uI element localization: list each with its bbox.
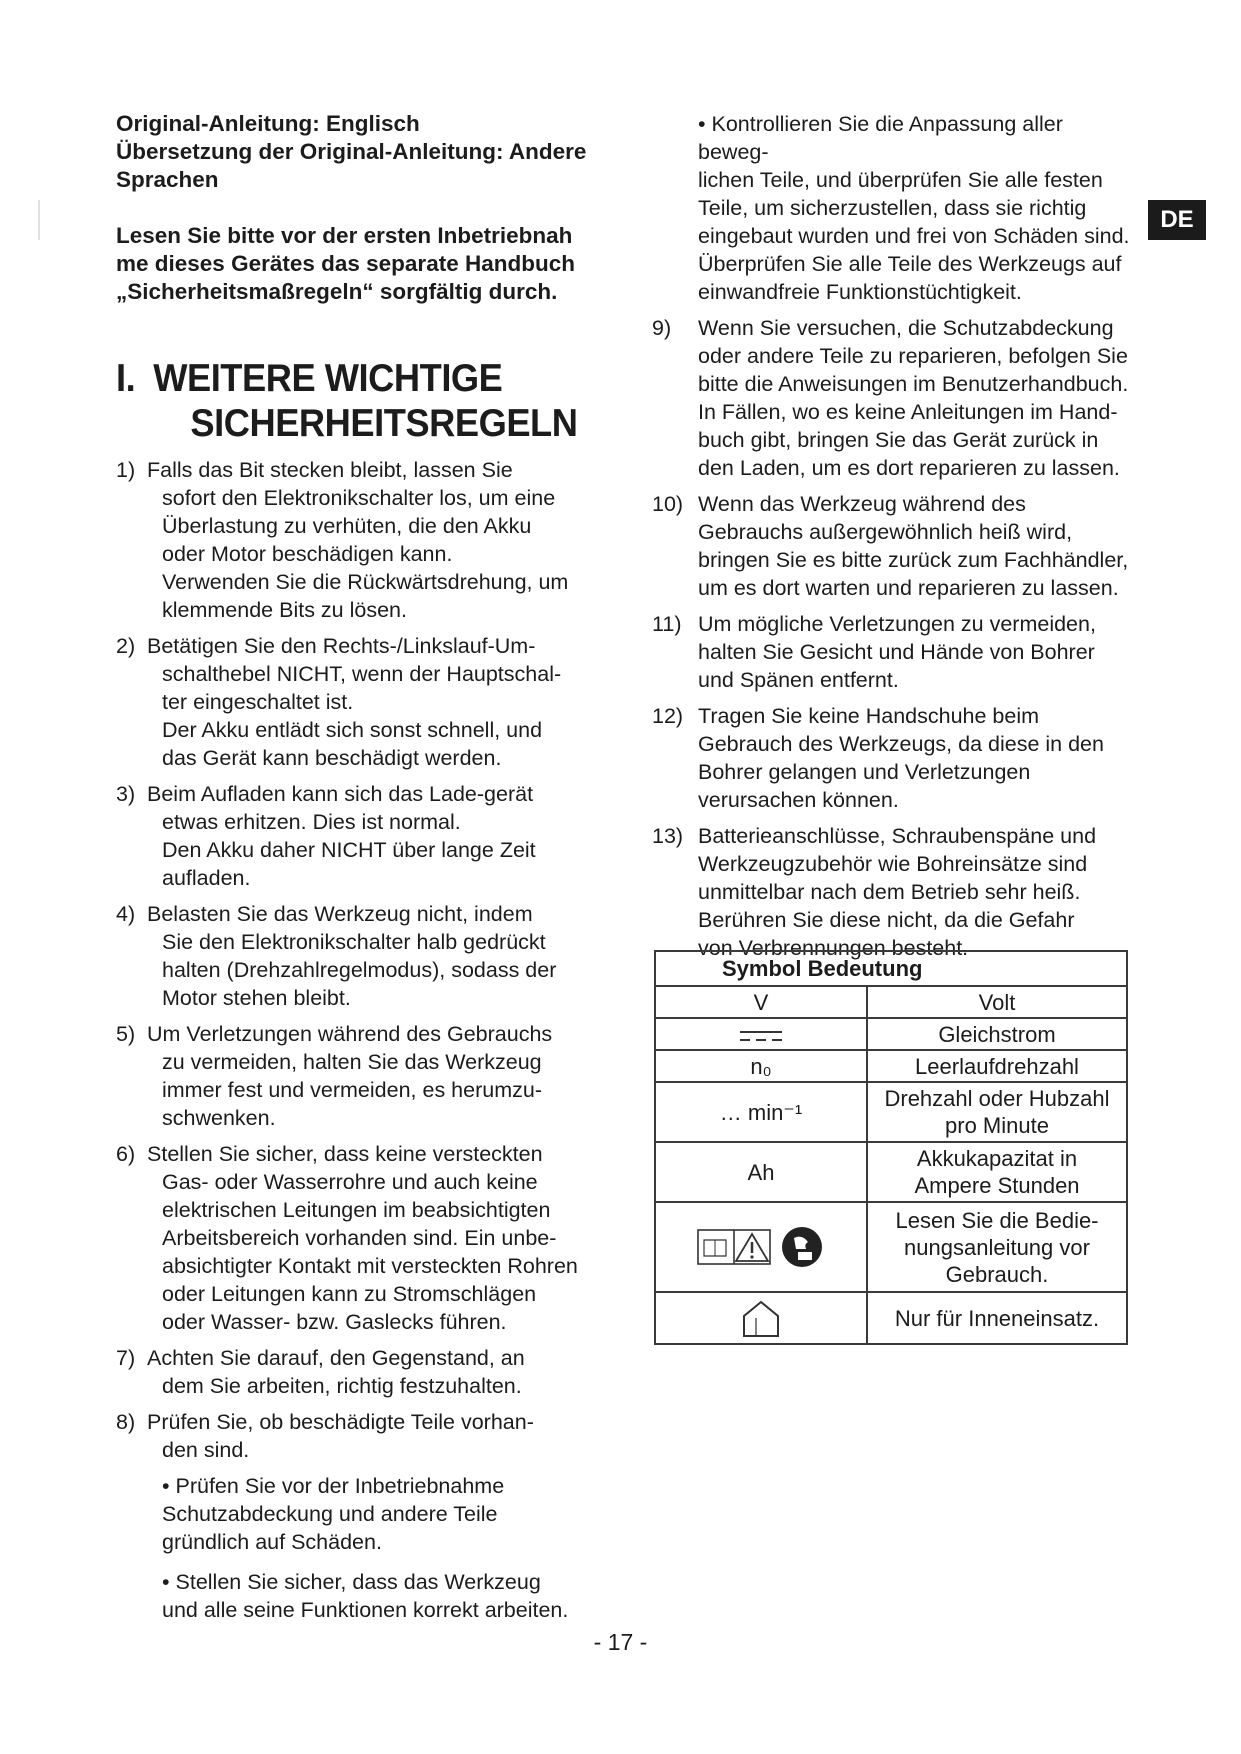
indoor-use-icon <box>738 1298 784 1338</box>
sub-line: Schutzabdeckung und andere Teile <box>162 1502 498 1526</box>
item-line: Tragen Sie keine Handschuhe beim <box>698 704 1040 728</box>
item-line: schwenken. <box>162 1106 276 1130</box>
item-line: Um mögliche Verletzungen zu vermeiden, <box>698 612 1096 636</box>
item-line: Stellen Sie sicher, dass keine versteckten <box>147 1142 543 1166</box>
item-text <box>116 456 596 624</box>
direct-current-icon <box>738 1029 784 1043</box>
sub-line: • Prüfen Sie vor der Inbetriebnahme <box>162 1474 505 1498</box>
item-line: elektrischen Leitungen im beabsichtigten <box>162 1198 551 1222</box>
table-row <box>655 1018 1127 1050</box>
item-number: 1) <box>116 458 136 482</box>
item-line: klemmende Bits zu lösen. <box>162 598 407 622</box>
table-row <box>655 1050 1127 1082</box>
languages-line: Sprachen <box>116 167 219 192</box>
item-number: 2) <box>116 634 136 658</box>
symbol-table-header-row <box>655 951 1127 986</box>
language-badge: DE <box>1148 200 1206 240</box>
item-text <box>116 1020 596 1132</box>
item-line: Bohrer gelangen und Verletzungen <box>698 760 1031 784</box>
translation-line: Übersetzung der Original-Anleitung: Andere <box>116 139 587 164</box>
item-text <box>116 780 596 892</box>
item-line: Der Akku entlädt sich sonst schnell, und <box>162 718 543 742</box>
margin-mark <box>38 200 40 240</box>
item-line: Prüfen Sie, ob beschädigte Teile vorhan- <box>147 1410 534 1434</box>
list-item <box>652 822 1134 962</box>
item-number: 7) <box>116 1346 136 1370</box>
item-number: 9) <box>652 316 672 340</box>
list-item <box>116 1344 596 1400</box>
list-item <box>116 1020 596 1132</box>
symbol-cell <box>655 1202 867 1292</box>
item-line: das Gerät kann beschädigt werden. <box>162 746 502 770</box>
item-line: verursachen können. <box>698 788 899 812</box>
meaning-line: Ampere Stunden <box>914 1173 1080 1198</box>
section-number: I. <box>116 357 136 400</box>
list-item <box>116 780 596 892</box>
symbol-cell: … min⁻¹ <box>655 1082 867 1142</box>
item-line: bitte die Anweisungen im Benutzerhandbuch. <box>698 372 1129 396</box>
meaning-cell: Leerlaufdrehzahl <box>867 1050 1127 1082</box>
item-line: oder Leitungen kann zu Stromschlägen <box>162 1282 537 1306</box>
item-line: Wenn Sie versuchen, die Schutzabdeckung <box>698 316 1114 340</box>
item-line: Gebrauchs außergewöhnlich heiß wird, <box>698 520 1073 544</box>
list-item <box>652 314 1134 482</box>
meaning-line: Gebrauch. <box>945 1261 1049 1287</box>
symbol-cell <box>655 1292 867 1344</box>
original-language-line: Original-Anleitung: Englisch <box>116 111 420 136</box>
item-text <box>652 314 1134 482</box>
item-line: Den Akku daher NICHT über lange Zeit <box>162 838 536 862</box>
sub-line: und alle seine Funktionen korrekt arbeiten. <box>162 1598 569 1622</box>
intro-line: • Kontrollieren Sie die Anpassung aller beweg- <box>698 112 1063 164</box>
meaning-line: Akkukapazitat in <box>916 1146 1078 1171</box>
intro-line: eingebaut wurden und frei von Schäden sind. <box>698 224 1130 248</box>
item-line: In Fällen, wo es keine Anleitungen im Hand- <box>698 400 1118 424</box>
item-line: Falls das Bit stecken bleibt, lassen Sie <box>147 458 513 482</box>
meaning-cell <box>867 1142 1127 1202</box>
sub-bullet <box>116 1472 596 1556</box>
item-number: 10) <box>652 492 684 516</box>
sub-line: gründlich auf Schäden. <box>162 1530 382 1554</box>
item-line: Motor stehen bleibt. <box>162 986 351 1010</box>
item-text <box>652 610 1134 694</box>
item-line: den Laden, um es dort reparieren zu lassen. <box>698 456 1120 480</box>
item-text <box>116 1140 596 1336</box>
symbol-cell: Ah <box>655 1142 867 1202</box>
meaning-line: Lesen Sie die Bedie- <box>895 1207 1099 1233</box>
sub-line: • Stellen Sie sicher, dass das Werkzeug <box>162 1570 541 1594</box>
item-line: Belasten Sie das Werkzeug nicht, indem <box>147 902 533 926</box>
meaning-line: nungsanleitung vor <box>904 1234 1090 1260</box>
list-item <box>116 1140 596 1336</box>
item-text <box>116 1344 596 1400</box>
item-line: aufladen. <box>162 866 251 890</box>
symbol-table-header: Symbol Bedeutung <box>655 951 1127 986</box>
list-item <box>652 702 1134 814</box>
item-line: halten Sie Gesicht und Hände von Bohrer <box>698 640 1095 664</box>
item-line: um es dort warten und reparieren zu lassen. <box>698 576 1119 600</box>
item-line: und Spänen entfernt. <box>698 668 899 692</box>
left-column <box>116 110 596 1636</box>
item-line: Batterieanschlüsse, Schraubenspäne und <box>698 824 1097 848</box>
item-text <box>116 900 596 1012</box>
item-number: 6) <box>116 1142 136 1166</box>
intro-line: lichen Teile, und überprüfen Sie alle festen <box>698 168 1103 192</box>
item-line: Werkzeugzubehör wie Bohreinsätze sind <box>698 852 1088 876</box>
left-item-list <box>116 456 596 1464</box>
item-line: Wenn das Werkzeug während des <box>698 492 1026 516</box>
left-sub-list <box>116 1472 596 1624</box>
item-line: schalthebel NICHT, wenn der Hauptschal- <box>162 662 562 686</box>
intro-line: Teile, um sicherzustellen, dass sie richtig <box>698 196 1087 220</box>
item-line: absichtigter Kontakt mit versteckten Rohren <box>162 1254 578 1278</box>
item-line: Berühren Sie diese nicht, da die Gefahr <box>698 908 1075 932</box>
item-line: sofort den Elektronikschalter los, um eine <box>162 486 556 510</box>
read-notice-line-3: „Sicherheitsmaßregeln“ sorgfältig durch. <box>116 279 558 304</box>
item-line: bringen Sie es bitte zurück zum Fachhändler, <box>698 548 1129 572</box>
item-number: 3) <box>116 782 136 806</box>
item-line: zu vermeiden, halten Sie das Werkzeug <box>162 1050 542 1074</box>
sub-bullet <box>116 1568 596 1624</box>
item-line: unmittelbar nach dem Betrieb sehr heiß. <box>698 880 1081 904</box>
table-row <box>655 1292 1127 1344</box>
item-line: etwas erhitzen. Dies ist normal. <box>162 810 461 834</box>
right-column <box>652 110 1134 970</box>
page-number: - 17 - <box>593 1629 648 1655</box>
item-line: dem Sie arbeiten, richtig festzuhalten. <box>162 1374 522 1398</box>
meaning-cell: Volt <box>867 986 1127 1018</box>
table-row <box>655 1202 1127 1292</box>
item-line: Beim Aufladen kann sich das Lade-gerät <box>147 782 534 806</box>
item-text <box>652 490 1134 602</box>
section-title-line-2: SICHERHEITSREGELN <box>190 402 578 445</box>
item-line: oder Motor beschädigen kann. <box>162 542 453 566</box>
read-manual-icons <box>696 1224 826 1270</box>
item-line: Arbeitsbereich vorhanden sind. Ein unbe- <box>162 1226 557 1250</box>
item-number: 13) <box>652 824 684 848</box>
item-line: den sind. <box>162 1438 250 1462</box>
symbol-cell <box>655 1018 867 1050</box>
section-title-line-1: WEITERE WICHTIGE <box>153 357 503 400</box>
item-line: oder andere Teile zu reparieren, befolgen Sie <box>698 344 1128 368</box>
intro-line: einwandfreie Funktionstüchtigkeit. <box>698 280 1022 304</box>
item-line: Betätigen Sie den Rechts-/Linkslauf-Um- <box>147 634 536 658</box>
meaning-line: Drehzahl oder Hubzahl <box>884 1086 1110 1111</box>
item-line: oder Wasser- bzw. Gaslecks führen. <box>162 1310 507 1334</box>
table-row <box>655 1082 1127 1142</box>
item-text <box>652 822 1134 962</box>
right-item-list <box>652 314 1134 962</box>
symbol-cell: n₀ <box>655 1050 867 1082</box>
meaning-cell: Gleichstrom <box>867 1018 1127 1050</box>
table-row <box>655 986 1127 1018</box>
item-line: Gebrauch des Werkzeugs, da diese in den <box>698 732 1104 756</box>
item-number: 4) <box>116 902 136 926</box>
item-line: Überlastung zu verhüten, die den Akku <box>162 514 532 538</box>
meaning-cell <box>867 1082 1127 1142</box>
list-item <box>116 456 596 624</box>
item-line: immer fest und vermeiden, es herumzu- <box>162 1078 542 1102</box>
item-line: von Verbrennungen besteht. <box>698 936 969 960</box>
meaning-cell <box>867 1202 1127 1292</box>
table-row <box>655 1142 1127 1202</box>
list-item <box>116 900 596 1012</box>
intro-line: Überprüfen Sie alle Teile des Werkzeugs auf <box>698 252 1122 276</box>
meaning-line: pro Minute <box>945 1113 1049 1138</box>
read-notice-line-2: me dieses Gerätes das separate Handbuch <box>116 251 575 276</box>
item-line: halten (Drehzahlregelmodus), sodass der <box>162 958 557 982</box>
item-line: ter eingeschaltet ist. <box>162 690 354 714</box>
list-item <box>652 610 1134 694</box>
list-item <box>116 632 596 772</box>
symbol-table <box>654 950 1128 1345</box>
item-line: Verwenden Sie die Rückwärtsdrehung, um <box>162 570 569 594</box>
item-line: Gas- oder Wasserrohre und auch keine <box>162 1170 538 1194</box>
item-line: Um Verletzungen während des Gebrauchs <box>147 1022 553 1046</box>
list-item <box>116 1408 596 1464</box>
item-number: 11) <box>652 612 682 636</box>
item-line: buch gibt, bringen Sie das Gerät zurück in <box>698 428 1099 452</box>
symbol-cell: V <box>655 986 867 1018</box>
item-text <box>116 1408 596 1464</box>
read-notice-line-1: Lesen Sie bitte vor der ersten Inbetriebnah <box>116 223 573 248</box>
section-title <box>116 356 578 446</box>
item-line: Achten Sie darauf, den Gegenstand, an <box>147 1346 525 1370</box>
item-number: 8) <box>116 1410 136 1434</box>
meaning-cell: Nur für Inneneinsatz. <box>867 1292 1127 1344</box>
item-line: Sie den Elektronikschalter halb gedrückt <box>162 930 546 954</box>
list-item <box>652 490 1134 602</box>
right-intro-paragraph <box>652 110 1134 306</box>
item-text <box>116 632 596 772</box>
item-text <box>652 702 1134 814</box>
item-number: 12) <box>652 704 684 728</box>
item-number: 5) <box>116 1022 136 1046</box>
